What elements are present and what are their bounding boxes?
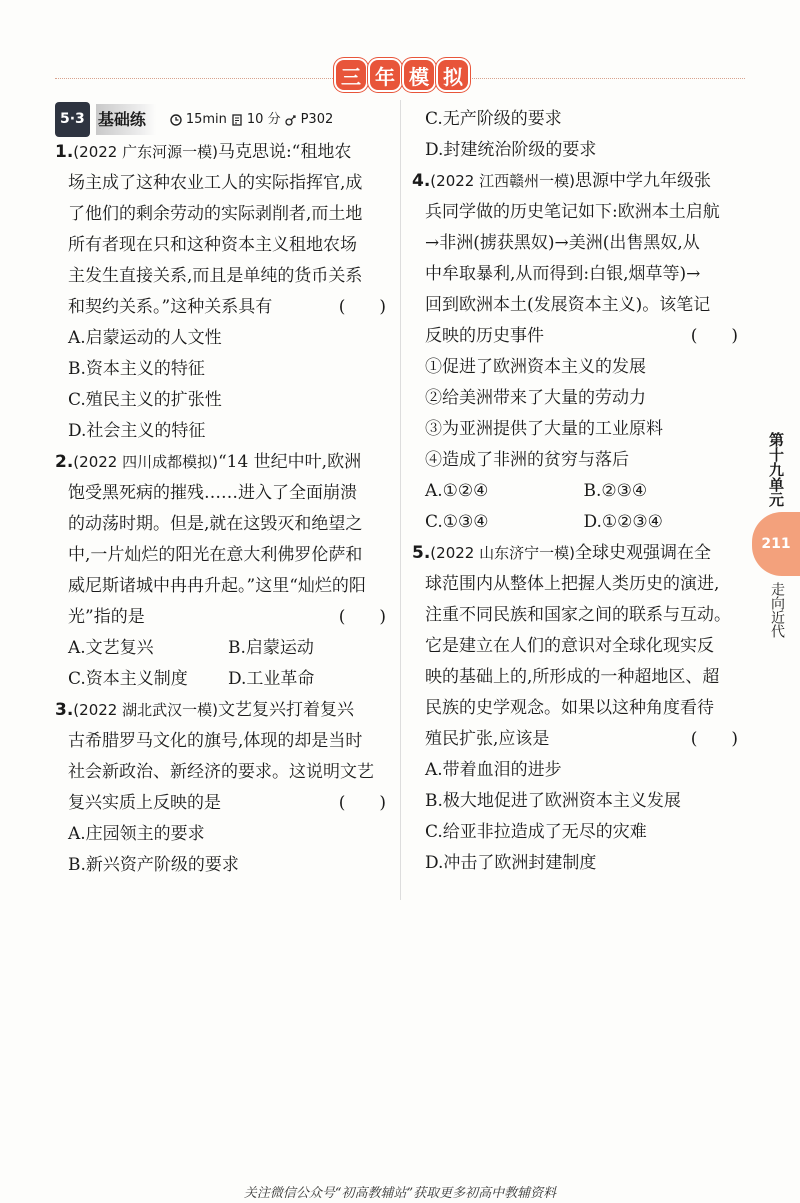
option: C.①③④ bbox=[425, 512, 489, 532]
question-text: 中,一片灿烂的阳光在意大利佛罗伦萨和 bbox=[68, 545, 363, 565]
option: A.庄园领主的要求 bbox=[68, 824, 205, 844]
question-text: 古希腊罗马文化的旗号,体现的却是当时 bbox=[68, 731, 363, 751]
option: D.社会主义的特征 bbox=[68, 421, 206, 441]
question-5 bbox=[412, 538, 742, 879]
question-text: 民族的史学观念。如果以这种角度看待 bbox=[425, 698, 714, 718]
header-char: 模 bbox=[404, 60, 434, 90]
question-text: 场主成了这种农业工人的实际指挥官,成 bbox=[68, 173, 363, 193]
question-text: 饱受黑死病的摧残……进入了全面崩溃 bbox=[68, 483, 357, 503]
section-name: 基础练 bbox=[96, 104, 156, 135]
option: B.②③④ bbox=[583, 481, 648, 501]
statement-item: ④造成了非洲的贫穷与落后 bbox=[425, 450, 629, 470]
question-text: 马克思说:“租地农 bbox=[217, 142, 352, 162]
question-1 bbox=[55, 137, 390, 447]
question-text: 回到欧洲本土(发展资本主义)。该笔记 bbox=[425, 295, 711, 315]
header-char: 年 bbox=[370, 60, 400, 90]
question-text: 文艺复兴打着复兴 bbox=[217, 700, 354, 720]
question-number: 5. bbox=[412, 543, 431, 563]
option: A.①②④ bbox=[425, 481, 489, 501]
clock-icon bbox=[170, 114, 182, 126]
answer-page-ref: P302 bbox=[300, 112, 334, 127]
question-text: “14 世纪中叶,欧洲 bbox=[217, 452, 362, 472]
option: B.极大地促进了欧洲资本主义发展 bbox=[425, 791, 681, 811]
option: D.封建统治阶级的要求 bbox=[425, 140, 597, 160]
left-column bbox=[55, 104, 390, 881]
option: C.殖民主义的扩张性 bbox=[68, 390, 222, 410]
statement-item: ②给美洲带来了大量的劳动力 bbox=[425, 388, 646, 408]
question-number: 2. bbox=[55, 452, 74, 472]
option: B.启蒙运动 bbox=[228, 638, 314, 658]
statement-item: ③为亚洲提供了大量的工业原料 bbox=[425, 419, 663, 439]
time-limit: 15min bbox=[185, 112, 227, 127]
answer-bracket: ( ) bbox=[338, 297, 386, 317]
question-text: 复兴实质上反映的是 bbox=[68, 793, 221, 813]
question-source: (2022 四川成都模拟) bbox=[73, 453, 218, 471]
question-text: 威尼斯诸城中冉冉升起。”这里“灿烂的阳 bbox=[68, 576, 366, 596]
option: D.①②③④ bbox=[583, 512, 663, 532]
unit-label: 第十九单元 bbox=[767, 432, 785, 507]
question-3 bbox=[55, 695, 390, 881]
header-title bbox=[336, 60, 468, 94]
right-column bbox=[412, 104, 742, 879]
column-divider bbox=[400, 100, 401, 900]
section-meta bbox=[170, 104, 333, 135]
question-text: 思源中学九年级张 bbox=[574, 171, 711, 191]
page-number: 211 bbox=[752, 512, 800, 576]
question-text: 的动荡时期。但是,就在这毁灭和绝望之 bbox=[68, 514, 363, 534]
score-value: 10 分 bbox=[246, 112, 281, 127]
question-source: (2022 山东济宁一模) bbox=[430, 544, 575, 562]
question-2 bbox=[55, 447, 390, 695]
header-char: 三 bbox=[336, 60, 366, 90]
question-text: 了他们的剩余劳动的实际剥削者,而土地 bbox=[68, 204, 363, 224]
question-text: 兵同学做的历史笔记如下:欧洲本土启航 bbox=[425, 202, 720, 222]
answer-bracket: ( ) bbox=[338, 793, 386, 813]
answer-bracket: ( ) bbox=[690, 729, 738, 749]
question-text: 注重不同民族和国家之间的联系与互动。 bbox=[425, 605, 731, 625]
question-number: 1. bbox=[55, 142, 74, 162]
question-text: 全球史观强调在全 bbox=[574, 543, 711, 563]
question-source: (2022 江西赣州一模) bbox=[430, 172, 575, 190]
option: A.带着血泪的进步 bbox=[425, 760, 562, 780]
question-text: 映的基础上的,所形成的一种超地区、超 bbox=[425, 667, 720, 687]
question-text: 它是建立在人们的意识对全球化现实反 bbox=[425, 636, 714, 656]
question-text: →非洲(掳获黑奴)→美洲(出售黑奴,从 bbox=[425, 233, 700, 253]
option: D.冲击了欧洲封建制度 bbox=[425, 853, 597, 873]
score-icon bbox=[231, 114, 243, 126]
answer-bracket: ( ) bbox=[338, 607, 386, 627]
header-char: 拟 bbox=[438, 60, 468, 90]
question-text: 社会新政治、新经济的要求。这说明文艺 bbox=[68, 762, 374, 782]
option: D.工业革命 bbox=[228, 669, 315, 689]
option: A.启蒙运动的人文性 bbox=[68, 328, 222, 348]
question-text: 殖民扩张,应该是 bbox=[425, 729, 550, 749]
question-text: 中牟取暴利,从而得到:白银,烟草等)→ bbox=[425, 264, 701, 284]
option: C.资本主义制度 bbox=[68, 669, 188, 689]
option: C.给亚非拉造成了无尽的灾难 bbox=[425, 822, 647, 842]
question-4 bbox=[412, 166, 742, 538]
question-text: 球范围内从整体上把握人类历史的演进, bbox=[425, 574, 720, 594]
option: C.无产阶级的要求 bbox=[425, 109, 562, 129]
question-text: 和契约关系。”这种关系具有 bbox=[68, 297, 273, 317]
question-number: 3. bbox=[55, 700, 74, 720]
option: B.新兴资产阶级的要求 bbox=[68, 855, 239, 875]
question-text: 光”指的是 bbox=[68, 607, 145, 627]
question-number: 4. bbox=[412, 171, 431, 191]
section-logo: 5·3 bbox=[55, 102, 90, 137]
chapter-label: 走向近代 bbox=[769, 582, 785, 638]
statement-item: ①促进了欧洲资本主义的发展 bbox=[425, 357, 646, 377]
question-text: 主发生直接关系,而且是单纯的货币关系 bbox=[68, 266, 363, 286]
question-text: 所有者现在只和这种资本主义租地农场 bbox=[68, 235, 357, 255]
answer-ref-icon bbox=[285, 114, 297, 126]
footer-note: 关注微信公众号“初高教辅站”获取更多初高中教辅资料 bbox=[243, 1186, 557, 1201]
answer-bracket: ( ) bbox=[690, 326, 738, 346]
option: A.文艺复兴 bbox=[68, 638, 154, 658]
section-header bbox=[55, 104, 390, 135]
option: B.资本主义的特征 bbox=[68, 359, 205, 379]
question-source: (2022 湖北武汉一模) bbox=[73, 701, 218, 719]
question-text: 反映的历史事件 bbox=[425, 326, 544, 346]
question-source: (2022 广东河源一模) bbox=[73, 143, 218, 161]
